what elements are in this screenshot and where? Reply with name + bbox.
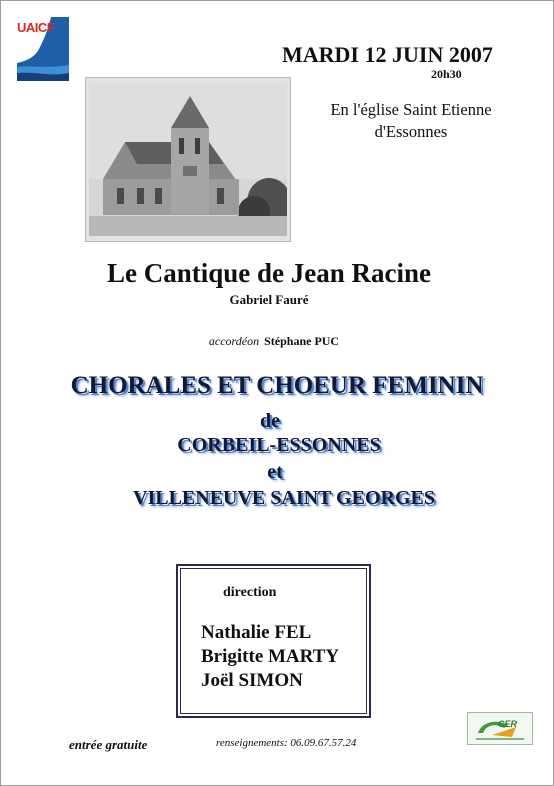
choirs-heading: CHORALES ET CHOEUR FEMININ bbox=[70, 372, 484, 399]
composer: Gabriel Fauré bbox=[229, 292, 309, 307]
info-contact: renseignements: 06.09.67.57.24 bbox=[216, 737, 357, 749]
instrument-label: accordéon bbox=[208, 334, 260, 348]
direction-label: direction bbox=[223, 585, 277, 600]
instrumentalist-line bbox=[0, 334, 548, 349]
svg-text:CER: CER bbox=[498, 719, 518, 729]
venue-line-1: En l'église Saint Etienne bbox=[330, 100, 492, 119]
choir-city-villeneuve: VILLENEUVE SAINT GEORGES bbox=[133, 487, 435, 509]
program-title: Le Cantique de Jean Racine bbox=[107, 258, 431, 288]
director-name: Nathalie FEL bbox=[201, 622, 312, 643]
choirs-et: et bbox=[267, 461, 283, 483]
venue-line-2: d'Essonnes bbox=[374, 122, 448, 141]
instrumentalist-name: Stéphane PUC bbox=[264, 334, 340, 348]
logo-text: UAICF bbox=[17, 20, 55, 35]
event-venue bbox=[300, 99, 522, 143]
director-names bbox=[201, 621, 339, 693]
event-date: MARDI 12 JUIN 2007 bbox=[282, 42, 493, 67]
choirs-de: de bbox=[260, 410, 280, 432]
director-name: Brigitte MARTY bbox=[201, 646, 340, 667]
event-time: 20h30 bbox=[431, 67, 462, 81]
entry-note: entrée gratuite bbox=[69, 737, 148, 752]
church-photo-icon bbox=[85, 77, 291, 242]
choir-city-corbeil: CORBEIL-ESSONNES bbox=[177, 434, 381, 456]
director-name: Joël SIMON bbox=[201, 670, 303, 691]
cer-sponsor-logo-icon bbox=[467, 712, 533, 745]
